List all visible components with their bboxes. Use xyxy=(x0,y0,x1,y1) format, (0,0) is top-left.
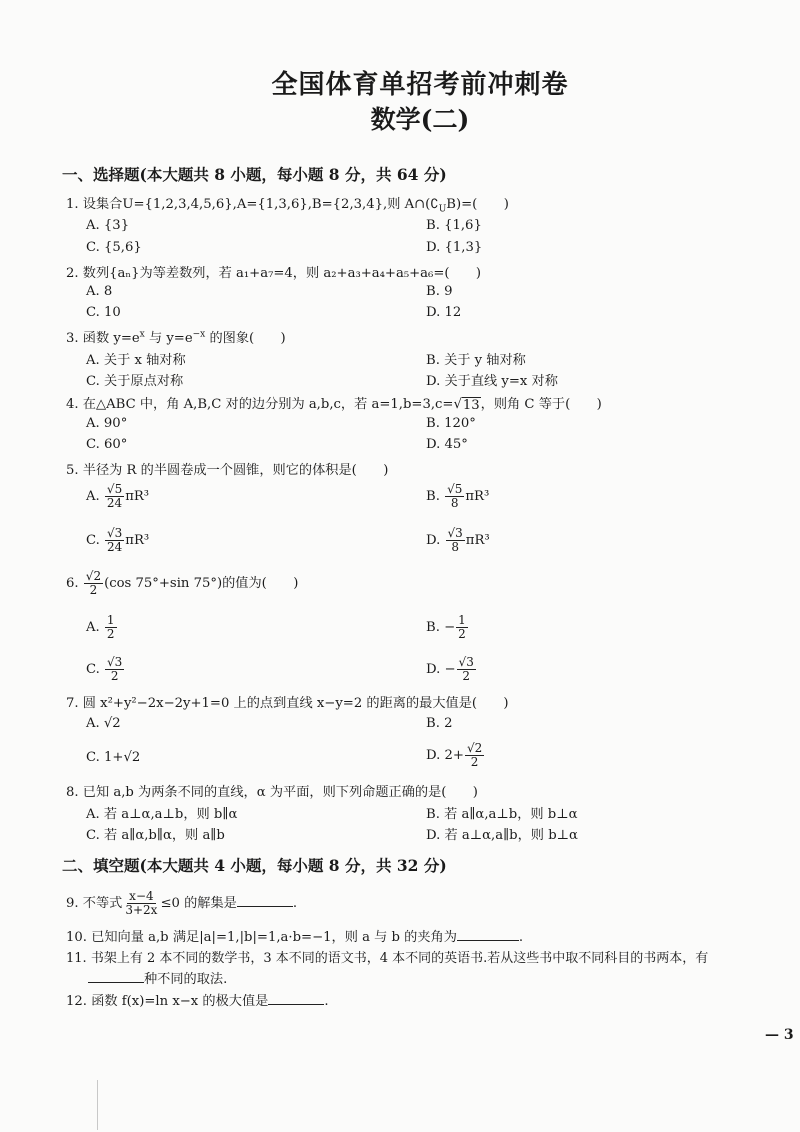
q8-option-c: C. 若 a∥α,b∥α，则 a∥b xyxy=(86,828,225,843)
q3-option-d: D. 关于直线 y=x 对称 xyxy=(426,374,558,389)
question-1: 1. 设集合U={1,2,3,4,5,6},A={1,3,6},B={2,3,4},则 $A\cap(∁_UB)=$( ) xyxy=(66,197,509,215)
answer-blank xyxy=(457,928,519,941)
q4-option-c: C. 60° xyxy=(86,437,128,452)
q5-option-c: C. $\frac{√3}{24}$ πR³ xyxy=(86,526,150,554)
q6-option-d: D. − $\frac{√3}{2}$ xyxy=(426,655,474,683)
q1-option-a: A. {3} xyxy=(86,218,130,233)
section-heading-fill: 二、填空题(本大题共 4 小题，每小题 8 分，共 32 分) xyxy=(62,856,447,875)
exam-title: 全国体育单招考前冲刺卷 xyxy=(271,70,569,100)
q2-option-b: B. 9 xyxy=(426,284,453,299)
answer-blank xyxy=(88,970,144,983)
question-5: 5. 半径为 R 的半圆卷成一个圆锥，则它的体积是( ) xyxy=(66,463,389,478)
q7-option-c: C. 1+√2 xyxy=(86,750,141,765)
q3-option-c: C. 关于原点对称 xyxy=(86,374,184,389)
question-7: 7. 圆 x²+y²−2x−2y+1=0 上的点到直线 x−y=2 的距离的最大值是( ) xyxy=(66,696,509,711)
q2-option-c: C. 10 xyxy=(86,305,121,320)
q5-option-b: B. $\frac{√5}{8}$ πR³ xyxy=(426,482,490,510)
answer-blank xyxy=(268,992,324,1005)
q3-option-a: A. 关于 x 轴对称 xyxy=(86,353,186,368)
q8-option-d: D. 若 a⊥α,a∥b，则 b⊥α xyxy=(426,828,578,843)
q4-option-d: D. 45° xyxy=(426,437,468,452)
q4-option-b: B. 120° xyxy=(426,416,476,431)
question-12: 12. 函数 f(x)=ln x−x 的极大值是 . xyxy=(66,994,329,1009)
q1-option-d: D. {1,3} xyxy=(426,240,483,255)
q2-option-d: D. 12 xyxy=(426,305,462,320)
q7-option-b: B. 2 xyxy=(426,716,453,731)
q1-option-c: C. {5,6} xyxy=(86,240,142,255)
question-3: 3. 函数 $y=e^x$ 与 $y=e^{-x}$ 的图象( ) xyxy=(66,329,286,346)
question-2: 2. 数列{aₙ}为等差数列，若 a₁+a₇=4，则 a₂+a₃+a₄+a₅+a₆=( ) xyxy=(66,266,482,281)
q5-option-d: D. $\frac{√3}{8}$ πR³ xyxy=(426,526,490,554)
question-9: 9. 不等式 $\frac{x-4}{3+2x}$ ≤0 的解集是 . xyxy=(66,889,298,917)
question-8: 8. 已知 a,b 为两条不同的直线，α 为平面，则下列命题正确的是( ) xyxy=(66,785,478,800)
q1-option-b: B. {1,6} xyxy=(426,218,482,233)
sqrt-symbol: √ 13 xyxy=(453,397,480,413)
q4-option-a: A. 90° xyxy=(86,416,128,431)
q3-option-b: B. 关于 y 轴对称 xyxy=(426,353,526,368)
question-11: 11. 书架上有 2 本不同的数学书，3 本不同的语文书，4 本不同的英语书.若从这些书中取不同科目的书两本，有 xyxy=(66,951,709,966)
answer-blank xyxy=(237,894,293,907)
q6-option-a: A. $\frac{1}{2}$ xyxy=(86,613,115,641)
q2-option-a: A. 8 xyxy=(86,284,113,299)
page-number: — 3 xyxy=(765,1027,794,1043)
q5-option-a: A. $\frac{√5}{24}$ πR³ xyxy=(86,482,150,510)
question-11-cont: 种不同的取法. xyxy=(88,968,227,987)
question-4: 4. 在△ABC 中，角 A,B,C 对的边分别为 a,b,c，若 a=1,b=3,c=√ 13 ，则角 C 等于( ) xyxy=(66,397,602,413)
section-heading-choice: 一、选择题(本大题共 8 小题，每小题 8 分，共 64 分) xyxy=(62,165,447,184)
exam-subtitle: 数学(二) xyxy=(370,105,470,134)
q6-option-c: C. $\frac{√3}{2}$ xyxy=(86,655,123,683)
q7-option-a: A. √2 xyxy=(86,716,121,731)
question-6: 6. $\frac{√2}{2}$ (cos 75°+sin 75°)的值为( ) xyxy=(66,569,299,597)
scan-margin-line xyxy=(97,1080,98,1130)
q8-option-a: A. 若 a⊥α,a⊥b，则 b∥α xyxy=(86,807,238,822)
q8-option-b: B. 若 a∥α,a⊥b，则 b⊥α xyxy=(426,807,578,822)
q7-option-d: D. 2+ $\frac{√2}{2}$ xyxy=(426,741,483,769)
question-10: 10. 已知向量 a,b 满足|a|=1,|b|=1,a·b=−1，则 a 与 b 的夹角为 . xyxy=(66,930,524,945)
q6-option-b: B. − $\frac{1}{2}$ xyxy=(426,613,466,641)
